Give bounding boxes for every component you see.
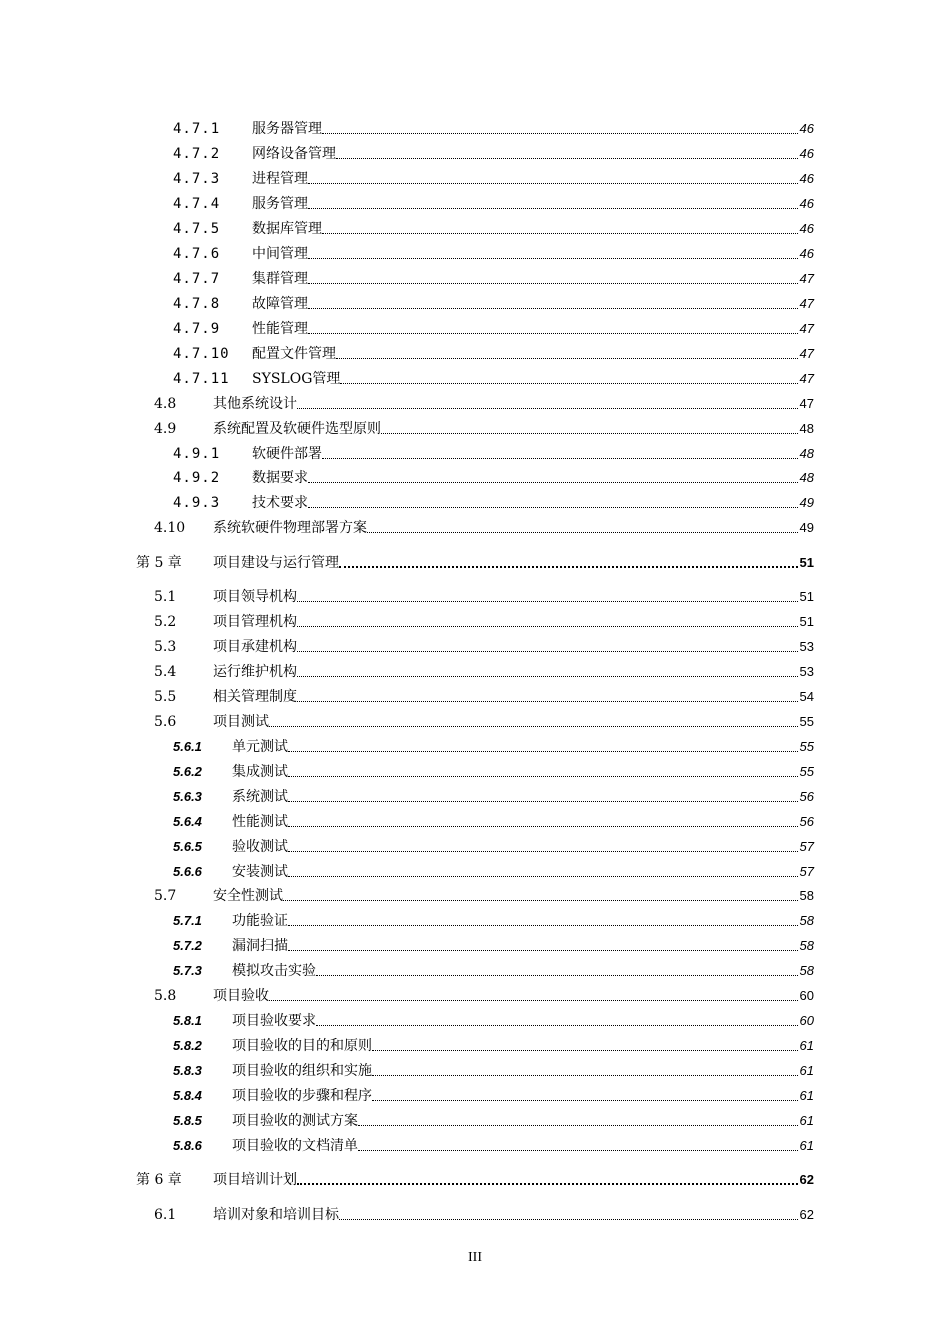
- toc-entry[interactable]: [0, 661, 950, 681]
- toc-entry-title: 性能管理: [252, 321, 308, 337]
- toc-entry-number: 5.8.4: [173, 1088, 202, 1103]
- toc-entry-number: 6.1: [154, 1207, 177, 1223]
- dot-leader: [316, 1025, 798, 1026]
- toc-entry-number: 5.8.6: [173, 1138, 202, 1153]
- toc-entry[interactable]: [0, 143, 950, 163]
- toc-entry[interactable]: [0, 636, 950, 656]
- toc-entry-number: 5.8.2: [173, 1038, 202, 1053]
- toc-entry-number: 4.10: [154, 520, 186, 536]
- toc-entry-number: 4.7.2: [173, 146, 221, 162]
- toc-entry-title: 项目验收的测试方案: [232, 1113, 358, 1129]
- toc-entry-page-number: 60: [799, 1013, 814, 1028]
- toc-entry-number: 5.4: [154, 664, 177, 680]
- toc-entry[interactable]: [0, 736, 950, 756]
- toc-entry-number: 5.3: [154, 639, 177, 655]
- toc-entry-page-number: 47: [799, 296, 814, 311]
- toc-entry-title: 项目验收: [213, 988, 269, 1004]
- dot-leader: [308, 308, 798, 309]
- dot-leader: [308, 283, 798, 284]
- toc-entry-page-number: 53: [799, 664, 814, 679]
- toc-entry-page-number: 61: [799, 1138, 814, 1153]
- toc-entry[interactable]: [0, 935, 950, 955]
- toc-entry[interactable]: [0, 418, 950, 438]
- toc-entry-page-number: 55: [799, 714, 814, 729]
- toc-entry-number: 4.7.11: [173, 371, 230, 387]
- toc-entry[interactable]: [0, 193, 950, 213]
- dot-leader: [322, 458, 798, 459]
- toc-entry[interactable]: [0, 118, 950, 138]
- toc-entry[interactable]: [0, 393, 950, 413]
- toc-entry-page-number: 46: [799, 146, 814, 161]
- toc-chapter-entry[interactable]: [0, 552, 950, 572]
- toc-entry-number: 5.2: [154, 614, 177, 630]
- toc-entry-title: 项目验收要求: [232, 1013, 316, 1029]
- toc-entry-title: 项目培训计划: [213, 1172, 297, 1188]
- toc-entry-page-number: 58: [799, 938, 814, 953]
- toc-entry-title: 系统配置及软硬件选型原则: [213, 421, 381, 437]
- toc-entry-title: 项目建设与运行管理: [213, 555, 339, 571]
- toc-entry-page-number: 47: [799, 271, 814, 286]
- dot-leader: [283, 900, 798, 901]
- toc-entry-page-number: 47: [799, 346, 814, 361]
- toc-entry[interactable]: [0, 861, 950, 881]
- dot-leader: [308, 507, 798, 508]
- toc-entry-title: 安全性测试: [213, 888, 283, 904]
- dot-leader: [372, 1100, 798, 1101]
- toc-entry[interactable]: [0, 711, 950, 731]
- toc-entry-number: 5.7.2: [173, 938, 202, 953]
- toc-entry-number: 5.7.1: [173, 913, 202, 928]
- toc-entry-title: 项目验收的目的和原则: [232, 1038, 372, 1054]
- toc-entry-page-number: 55: [799, 764, 814, 779]
- toc-entry-title: 集成测试: [232, 764, 288, 780]
- toc-entry-title: 安装测试: [232, 864, 288, 880]
- toc-entry-number: 4.7.1: [173, 121, 221, 137]
- toc-entry[interactable]: [0, 786, 950, 806]
- toc-entry[interactable]: [0, 318, 950, 338]
- toc-entry-number: 4.7.6: [173, 246, 221, 262]
- toc-entry-title: 项目管理机构: [213, 614, 297, 630]
- toc-entry[interactable]: [0, 492, 950, 512]
- toc-entry-number: 第 5 章: [136, 555, 182, 571]
- toc-entry-number: 5.6.5: [173, 839, 202, 854]
- toc-entry[interactable]: [0, 243, 950, 263]
- toc-entry-page-number: 49: [799, 520, 814, 535]
- toc-entry[interactable]: [0, 836, 950, 856]
- toc-entry-number: 4.7.3: [173, 171, 221, 187]
- toc-entry[interactable]: [0, 686, 950, 706]
- toc-entry-page-number: 55: [799, 739, 814, 754]
- page-number-footer: III: [468, 1250, 482, 1265]
- toc-entry-number: 5.7: [154, 888, 177, 904]
- toc-entry-title: 服务器管理: [252, 121, 322, 137]
- dot-leader: [316, 975, 798, 976]
- toc-entry[interactable]: [0, 1035, 950, 1055]
- toc-entry-page-number: 47: [799, 371, 814, 386]
- dot-leader: [297, 651, 798, 652]
- toc-entry-title: 项目验收的文档清单: [232, 1138, 358, 1154]
- dot-leader: [339, 566, 798, 568]
- toc-entry-page-number: 62: [799, 1172, 814, 1187]
- dot-leader: [288, 851, 798, 852]
- toc-entry-number: 5.6.2: [173, 764, 202, 779]
- toc-entry-title: 模拟攻击实验: [232, 963, 316, 979]
- dot-leader: [308, 333, 798, 334]
- toc-entry-page-number: 61: [799, 1088, 814, 1103]
- dot-leader: [297, 408, 798, 409]
- toc-entry-number: 4.9: [154, 421, 177, 437]
- toc-entry-title: 系统测试: [232, 789, 288, 805]
- toc-entry[interactable]: [0, 268, 950, 288]
- toc-entry-title: 项目验收的组织和实施: [232, 1063, 372, 1079]
- toc-entry-number: 4.9.3: [173, 495, 221, 511]
- toc-entry[interactable]: [0, 368, 950, 388]
- dot-leader: [297, 701, 798, 702]
- toc-entry-number: 5.8.1: [173, 1013, 202, 1028]
- toc-entry[interactable]: [0, 1085, 950, 1105]
- toc-entry[interactable]: [0, 885, 950, 905]
- toc-entry-page-number: 58: [799, 913, 814, 928]
- toc-entry-title: 培训对象和培训目标: [213, 1207, 339, 1223]
- toc-entry-title: 集群管理: [252, 271, 308, 287]
- toc-entry-page-number: 53: [799, 639, 814, 654]
- toc-entry-number: 5.5: [154, 689, 177, 705]
- toc-entry-number: 4.8: [154, 396, 177, 412]
- dot-leader: [288, 776, 798, 777]
- toc-entry-page-number: 48: [799, 470, 814, 485]
- toc-entry[interactable]: [0, 960, 950, 980]
- toc-entry-number: 5.1: [154, 589, 177, 605]
- toc-entry-title: 性能测试: [232, 814, 288, 830]
- toc-entry-number: 4.7.4: [173, 196, 221, 212]
- dot-leader: [358, 1150, 798, 1151]
- dot-leader: [288, 925, 798, 926]
- toc-entry[interactable]: [0, 467, 950, 487]
- toc-entry[interactable]: [0, 218, 950, 238]
- toc-entry[interactable]: [0, 1010, 950, 1030]
- toc-entry-page-number: 61: [799, 1063, 814, 1078]
- toc-entry-title: 项目领导机构: [213, 589, 297, 605]
- toc-entry-page-number: 62: [799, 1207, 814, 1222]
- toc-entry[interactable]: [0, 1204, 950, 1224]
- toc-entry-page-number: 48: [799, 421, 814, 436]
- toc-entry-number: 5.6.6: [173, 864, 202, 879]
- dot-leader: [322, 233, 798, 234]
- toc-entry[interactable]: [0, 343, 950, 363]
- toc-entry-page-number: 46: [799, 171, 814, 186]
- toc-entry-title: 技术要求: [252, 495, 308, 511]
- toc-entry[interactable]: [0, 168, 950, 188]
- toc-entry[interactable]: [0, 586, 950, 606]
- dot-leader: [297, 626, 798, 627]
- dot-leader: [288, 876, 798, 877]
- toc-entry-page-number: 54: [799, 689, 814, 704]
- toc-entry-page-number: 48: [799, 446, 814, 461]
- toc-entry[interactable]: [0, 910, 950, 930]
- toc-entry-number: 4.7.7: [173, 271, 221, 287]
- toc-entry-page-number: 47: [799, 396, 814, 411]
- dot-leader: [372, 1050, 798, 1051]
- toc-entry-number: 4.7.8: [173, 296, 221, 312]
- toc-entry-page-number: 51: [799, 555, 814, 570]
- dot-leader: [297, 601, 798, 602]
- toc-entry-title: 系统软硬件物理部署方案: [213, 520, 367, 536]
- toc-entry-number: 5.8: [154, 988, 177, 1004]
- toc-entry-title: 服务管理: [252, 196, 308, 212]
- toc-entry-title: 软硬件部署: [252, 446, 322, 462]
- toc-entry-title: 中间管理: [252, 246, 308, 262]
- toc-entry-title: 运行维护机构: [213, 664, 297, 680]
- toc-entry[interactable]: [0, 611, 950, 631]
- toc-entry-title: 项目测试: [213, 714, 269, 730]
- toc-entry-page-number: 46: [799, 121, 814, 136]
- dot-leader: [288, 826, 798, 827]
- toc-entry-page-number: 49: [799, 495, 814, 510]
- toc-entry-title: 进程管理: [252, 171, 308, 187]
- toc-entry-page-number: 47: [799, 321, 814, 336]
- dot-leader: [336, 358, 798, 359]
- toc-entry[interactable]: [0, 985, 950, 1005]
- toc-entry-number: 5.8.5: [173, 1113, 202, 1128]
- toc-entry-title: 验收测试: [232, 839, 288, 855]
- toc-entry-page-number: 56: [799, 814, 814, 829]
- toc-entry-page-number: 56: [799, 789, 814, 804]
- toc-entry-title: 数据要求: [252, 470, 308, 486]
- toc-entry-page-number: 60: [799, 988, 814, 1003]
- toc-entry[interactable]: [0, 811, 950, 831]
- toc-entry-title: SYSLOG管理: [252, 371, 341, 387]
- toc-entry-number: 5.7.3: [173, 963, 202, 978]
- toc-entry-title: 数据库管理: [252, 221, 322, 237]
- toc-chapter-entry[interactable]: [0, 1169, 950, 1189]
- toc-entry-page-number: 57: [799, 864, 814, 879]
- toc-entry-title: 故障管理: [252, 296, 308, 312]
- dot-leader: [288, 751, 798, 752]
- toc-entry-title: 项目验收的步骤和程序: [232, 1088, 372, 1104]
- toc-entry-title: 单元测试: [232, 739, 288, 755]
- toc-entry-page-number: 61: [799, 1113, 814, 1128]
- dot-leader: [381, 433, 798, 434]
- toc-entry-number: 5.6: [154, 714, 177, 730]
- toc-entry[interactable]: [0, 761, 950, 781]
- dot-leader: [288, 950, 798, 951]
- toc-entry-page-number: 46: [799, 221, 814, 236]
- toc-entry-page-number: 61: [799, 1038, 814, 1053]
- toc-entry[interactable]: [0, 293, 950, 313]
- toc-entry-title: 漏洞扫描: [232, 938, 288, 954]
- toc-entry-page-number: 58: [799, 963, 814, 978]
- dot-leader: [336, 158, 798, 159]
- dot-leader: [308, 258, 798, 259]
- toc-entry[interactable]: [0, 443, 950, 463]
- toc-entry-title: 项目承建机构: [213, 639, 297, 655]
- toc-entry-number: 4.9.1: [173, 446, 221, 462]
- toc-entry-title: 其他系统设计: [213, 396, 297, 412]
- dot-leader: [372, 1075, 798, 1076]
- toc-entry[interactable]: [0, 1135, 950, 1155]
- toc-entry-number: 4.7.5: [173, 221, 221, 237]
- dot-leader: [367, 532, 798, 533]
- toc-entry-page-number: 51: [799, 589, 814, 604]
- toc-entry-number: 5.6.3: [173, 789, 202, 804]
- toc-entry-number: 4.7.9: [173, 321, 221, 337]
- toc-entry-number: 5.6.1: [173, 739, 202, 754]
- toc-entry-number: 5.6.4: [173, 814, 202, 829]
- toc-entry-number: 4.7.10: [173, 346, 230, 362]
- toc-entry[interactable]: [0, 1060, 950, 1080]
- toc-entry-number: 第 6 章: [136, 1172, 182, 1188]
- toc-entry-title: 相关管理制度: [213, 689, 297, 705]
- dot-leader: [308, 482, 798, 483]
- dot-leader: [339, 1219, 798, 1220]
- toc-entry-page-number: 51: [799, 614, 814, 629]
- dot-leader: [269, 726, 798, 727]
- toc-entry[interactable]: [0, 517, 950, 537]
- dot-leader: [308, 183, 798, 184]
- dot-leader: [358, 1125, 798, 1126]
- toc-entry-title: 配置文件管理: [252, 346, 336, 362]
- dot-leader: [297, 1183, 798, 1185]
- toc-entry-number: 4.9.2: [173, 470, 221, 486]
- dot-leader: [297, 676, 798, 677]
- toc-entry-page-number: 46: [799, 246, 814, 261]
- toc-entry-title: 功能验证: [232, 913, 288, 929]
- toc-entry[interactable]: [0, 1110, 950, 1130]
- toc-entry-page-number: 46: [799, 196, 814, 211]
- dot-leader: [322, 133, 798, 134]
- dot-leader: [269, 1000, 798, 1001]
- dot-leader: [340, 383, 797, 384]
- toc-entry-number: 5.8.3: [173, 1063, 202, 1078]
- dot-leader: [288, 801, 798, 802]
- dot-leader: [308, 208, 798, 209]
- toc-entry-title: 网络设备管理: [252, 146, 336, 162]
- toc-entry-page-number: 57: [799, 839, 814, 854]
- toc-entry-page-number: 58: [799, 888, 814, 903]
